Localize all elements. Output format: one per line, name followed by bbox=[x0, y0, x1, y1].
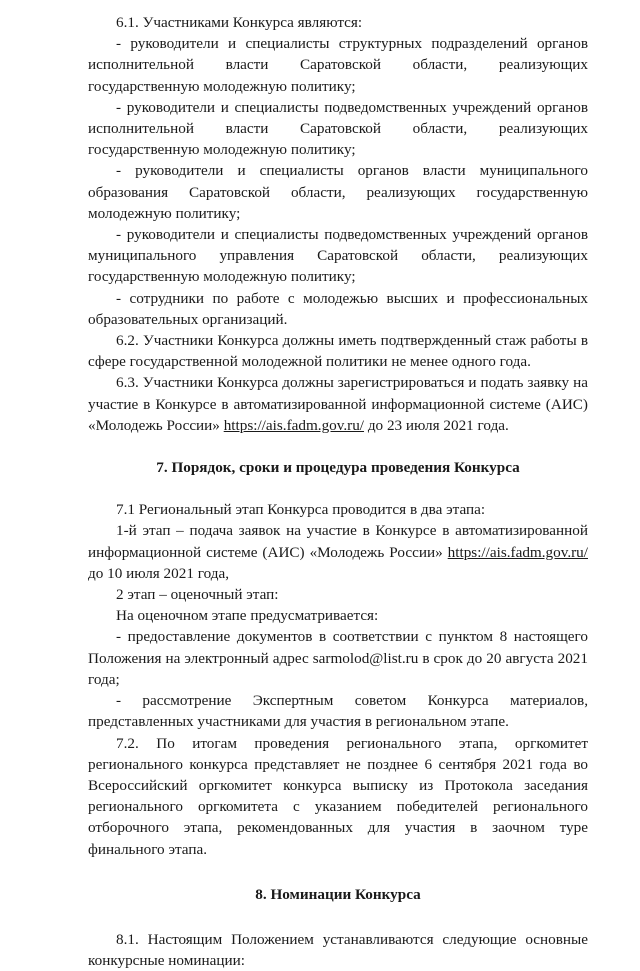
clause-8-1: 8.1. Настоящим Положением устанавливаются следующие основные конкурсные номинации: bbox=[88, 930, 588, 970]
stage-1 bbox=[88, 520, 588, 584]
stage-2: 2 этап – оценочный этап: bbox=[116, 586, 279, 604]
ais-link[interactable]: https://ais.fadm.gov.ru/ bbox=[223, 416, 365, 434]
participant-item: - руководители и специалисты подведомственных учреждений органов исполнительной власти Саратовской области, реализующих государственную молодежную политику; bbox=[88, 98, 588, 159]
clause-6-1: 6.1. Участниками Конкурса являются: bbox=[116, 14, 363, 31]
section-8-heading: 8. Номинации Конкурса bbox=[255, 885, 421, 903]
clause-6-3-tail: до 23 июля 2021 года. bbox=[367, 416, 509, 434]
clause-7-1: 7.1 Региональный этап Конкурса проводится в два этапа: bbox=[116, 501, 486, 519]
section-7-heading: 7. Порядок, сроки и процедура проведения Конкурса bbox=[156, 459, 520, 477]
document-body bbox=[88, 12, 588, 971]
clause-6-3-text: 6.3. Участники Конкурса должны зарегистрироваться и подать заявку на участие в Конкурсе в автоматизированной информационной системе (АИС) «Молодежь России» bbox=[88, 374, 588, 434]
stage-1-tail: до 10 июля 2021 года, bbox=[88, 564, 230, 582]
clause-6-2: 6.2. Участники Конкурса должны иметь подтвержденный стаж работы в сфере государственной молодежной политики не менее одного года. bbox=[88, 332, 588, 371]
clause-7-2: 7.2. По итогам проведения регионального этапа, оргкомитет регионального конкурса представляет не позднее 6 сентября 2021 года во Всероссийский оргкомитет конкурса выписку из Протокола заседания регионального оргкомитета с указанием победителей регионального отборочного этапа, рекомендованных для участия в заочном туре финального этапа. bbox=[88, 734, 588, 858]
participant-item: - руководители и специалисты подведомственных учреждений органов муниципального управления Саратовской области, реализующих государственную молодежную политику; bbox=[88, 226, 588, 286]
participant-item: - сотрудники по работе с молодежью высших и профессиональных образовательных организаций. bbox=[88, 289, 588, 328]
evaluation-item: - рассмотрение Экспертным советом Конкурса материалов, представленных участниками для участия в региональном этапе. bbox=[88, 692, 588, 731]
evaluation-item: - предоставление документов в соответствии с пунктом 8 настоящего Положения на электронный адрес sarmolod@list.ru в срок до 20 августа 2021 года; bbox=[88, 628, 588, 688]
stage-1-text: 1-й этап – подача заявок на участие в Конкурсе в автоматизированной информационной системе (АИС) «Молодежь России» bbox=[88, 522, 588, 561]
participant-item: - руководители и специалисты структурных подразделений органов исполнительной власти Саратовской области, реализующих государственную молодежную политику; bbox=[88, 35, 588, 95]
participant-item: - руководители и специалисты органов власти муниципального образования Саратовской области, реализующих государственную молодежную политику; bbox=[88, 162, 588, 222]
evaluation-intro: На оценочном этапе предусматривается: bbox=[116, 607, 379, 625]
clause-6-3 bbox=[88, 372, 588, 436]
ais-link[interactable]: https://ais.fadm.gov.ru/ bbox=[447, 543, 588, 561]
